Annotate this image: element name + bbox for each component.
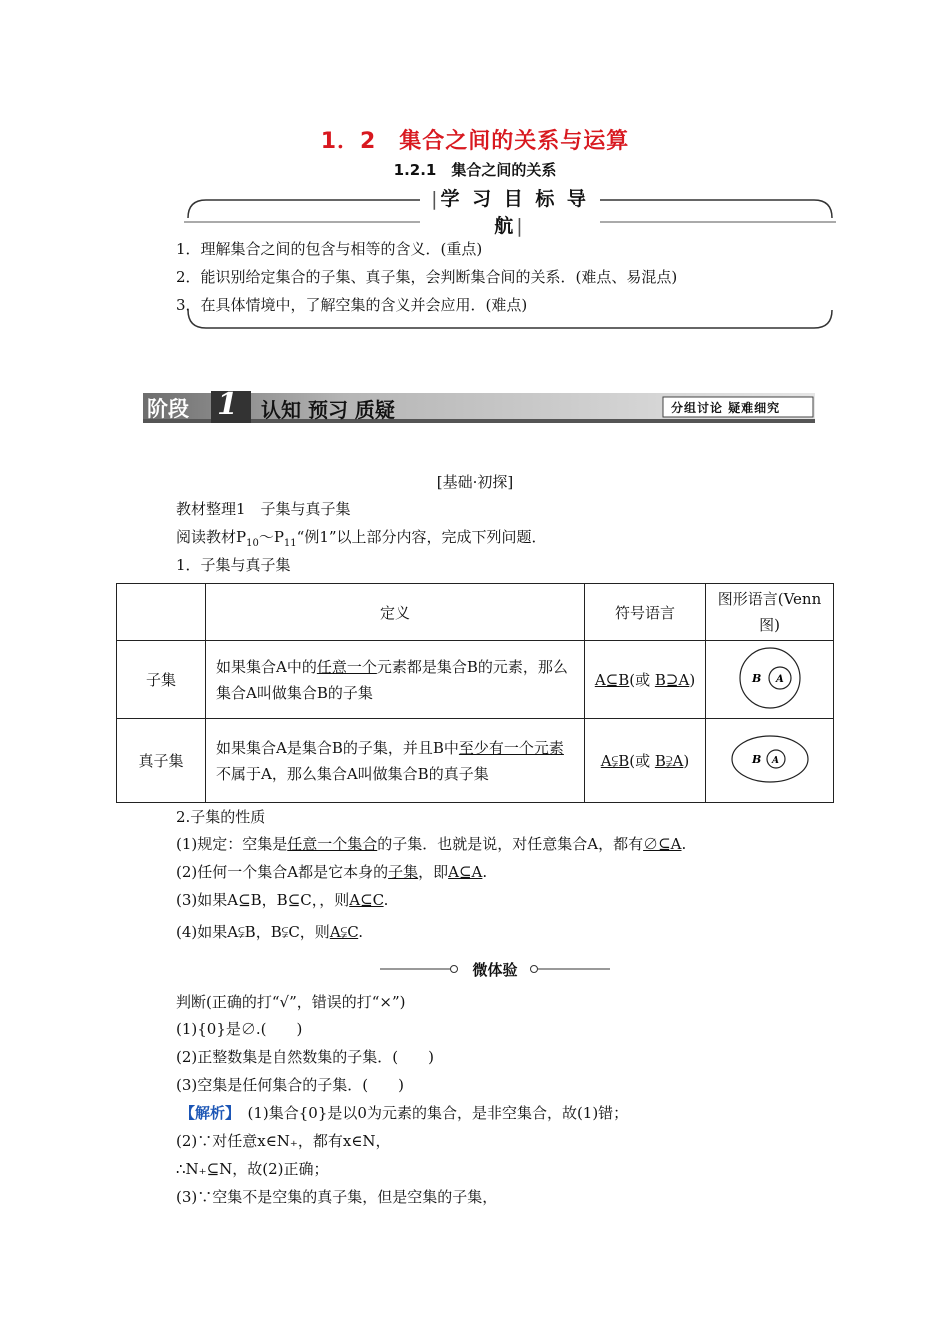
goals-heading: |学 习 目 标 导 航| <box>420 184 600 238</box>
answer-line: (3)∵空集不是空集的真子集，但是空集的子集， <box>176 1188 498 1206</box>
exercise-heading: 微体验 <box>380 958 610 980</box>
material-title: 教材整理1 子集与真子集 <box>176 500 351 518</box>
answer-line: ∴N₊⊆N，故(2)正确； <box>176 1160 329 1178</box>
table-header: 符号语言 <box>585 584 706 641</box>
table-row <box>117 641 834 719</box>
stage-number: 1 <box>217 387 238 422</box>
stage-text: 认知 预习 质疑 <box>261 398 395 422</box>
subset-table <box>116 583 834 803</box>
property-line: (1)规定：空集是任意一个集合的子集．也就是说，对任意集合A，都有∅⊆A. <box>176 835 687 853</box>
goal-item: 2．能识别给定集合的子集、真子集，会判断集合间的关系．(难点、易混点) <box>176 268 678 286</box>
goal-item: 1．理解集合之间的包含与相等的含义．(重点) <box>176 240 483 258</box>
venn-diagram <box>706 641 834 719</box>
property-line: (2)任何一个集合A都是它本身的子集，即A⊆A. <box>176 863 488 881</box>
property-line: (4)如果A⫋B，B⫋C，则A⫋C. <box>176 923 363 941</box>
venn-inner-label: A <box>775 673 784 685</box>
question: (2)正整数集是自然数集的子集．( ) <box>176 1048 434 1066</box>
venn-outer-label: B <box>751 671 761 685</box>
table-header: 定义 <box>206 584 585 641</box>
page-subtitle: 1.2.1 集合之间的关系 <box>393 161 557 179</box>
page-title: 1．2 集合之间的关系与运算 <box>320 129 630 154</box>
venn-outer-label: B <box>751 752 761 766</box>
row-symbol: A⊆B(或 B⊇A) <box>585 641 706 719</box>
row-definition: 如果集合A是集合B的子集，并且B中至少有一个元素不属于A，那么集合A叫做集合B的真子集 <box>206 719 585 803</box>
row-symbol: A⫋B(或 B⫌A) <box>585 719 706 803</box>
answer-line: 【解析】 (1)集合{0}是以0为元素的集合，是非空集合，故(1)错； <box>180 1104 629 1122</box>
table-row <box>117 719 834 803</box>
venn-inner-label: A <box>771 755 779 766</box>
item-heading: 1．子集与真子集 <box>176 556 291 574</box>
row-name: 真子集 <box>117 719 206 803</box>
question: (3)空集是任何集合的子集．( ) <box>176 1076 404 1094</box>
jiexi-label: 【解析】 <box>180 1104 233 1122</box>
properties-heading: 2.子集的性质 <box>176 808 266 826</box>
row-definition: 如果集合A中的任意一个元素都是集合B的元素，那么集合A叫做集合B的子集 <box>206 641 585 719</box>
table-header <box>117 584 206 641</box>
stage-tag: 分组讨论 疑难细究 <box>671 401 781 415</box>
question: (1){0}是∅.( ) <box>176 1020 303 1038</box>
row-name: 子集 <box>117 641 206 719</box>
property-line: (3)如果A⊆B，B⊆C，，则A⊆C. <box>176 891 389 909</box>
stage-banner <box>143 387 815 423</box>
section-bracket: [基础·初探] <box>436 473 514 491</box>
table-header: 图形语言(Venn图) <box>706 584 834 641</box>
reading-line: 阅读教材$P_{10}\sim P_{11}“$例1”以上部分内容，完成下列问题． <box>176 528 547 549</box>
goal-item: 3．在具体情境中，了解空集的含义并会应用．(难点) <box>176 296 528 314</box>
stage-label: 阶段 <box>147 397 189 421</box>
exercise-intro: 判断(正确的打“√”，错误的打“×”) <box>176 993 406 1011</box>
answer-line: (2)∵对任意x∈N₊，都有x∈N， <box>176 1132 391 1150</box>
venn-diagram <box>706 719 834 803</box>
